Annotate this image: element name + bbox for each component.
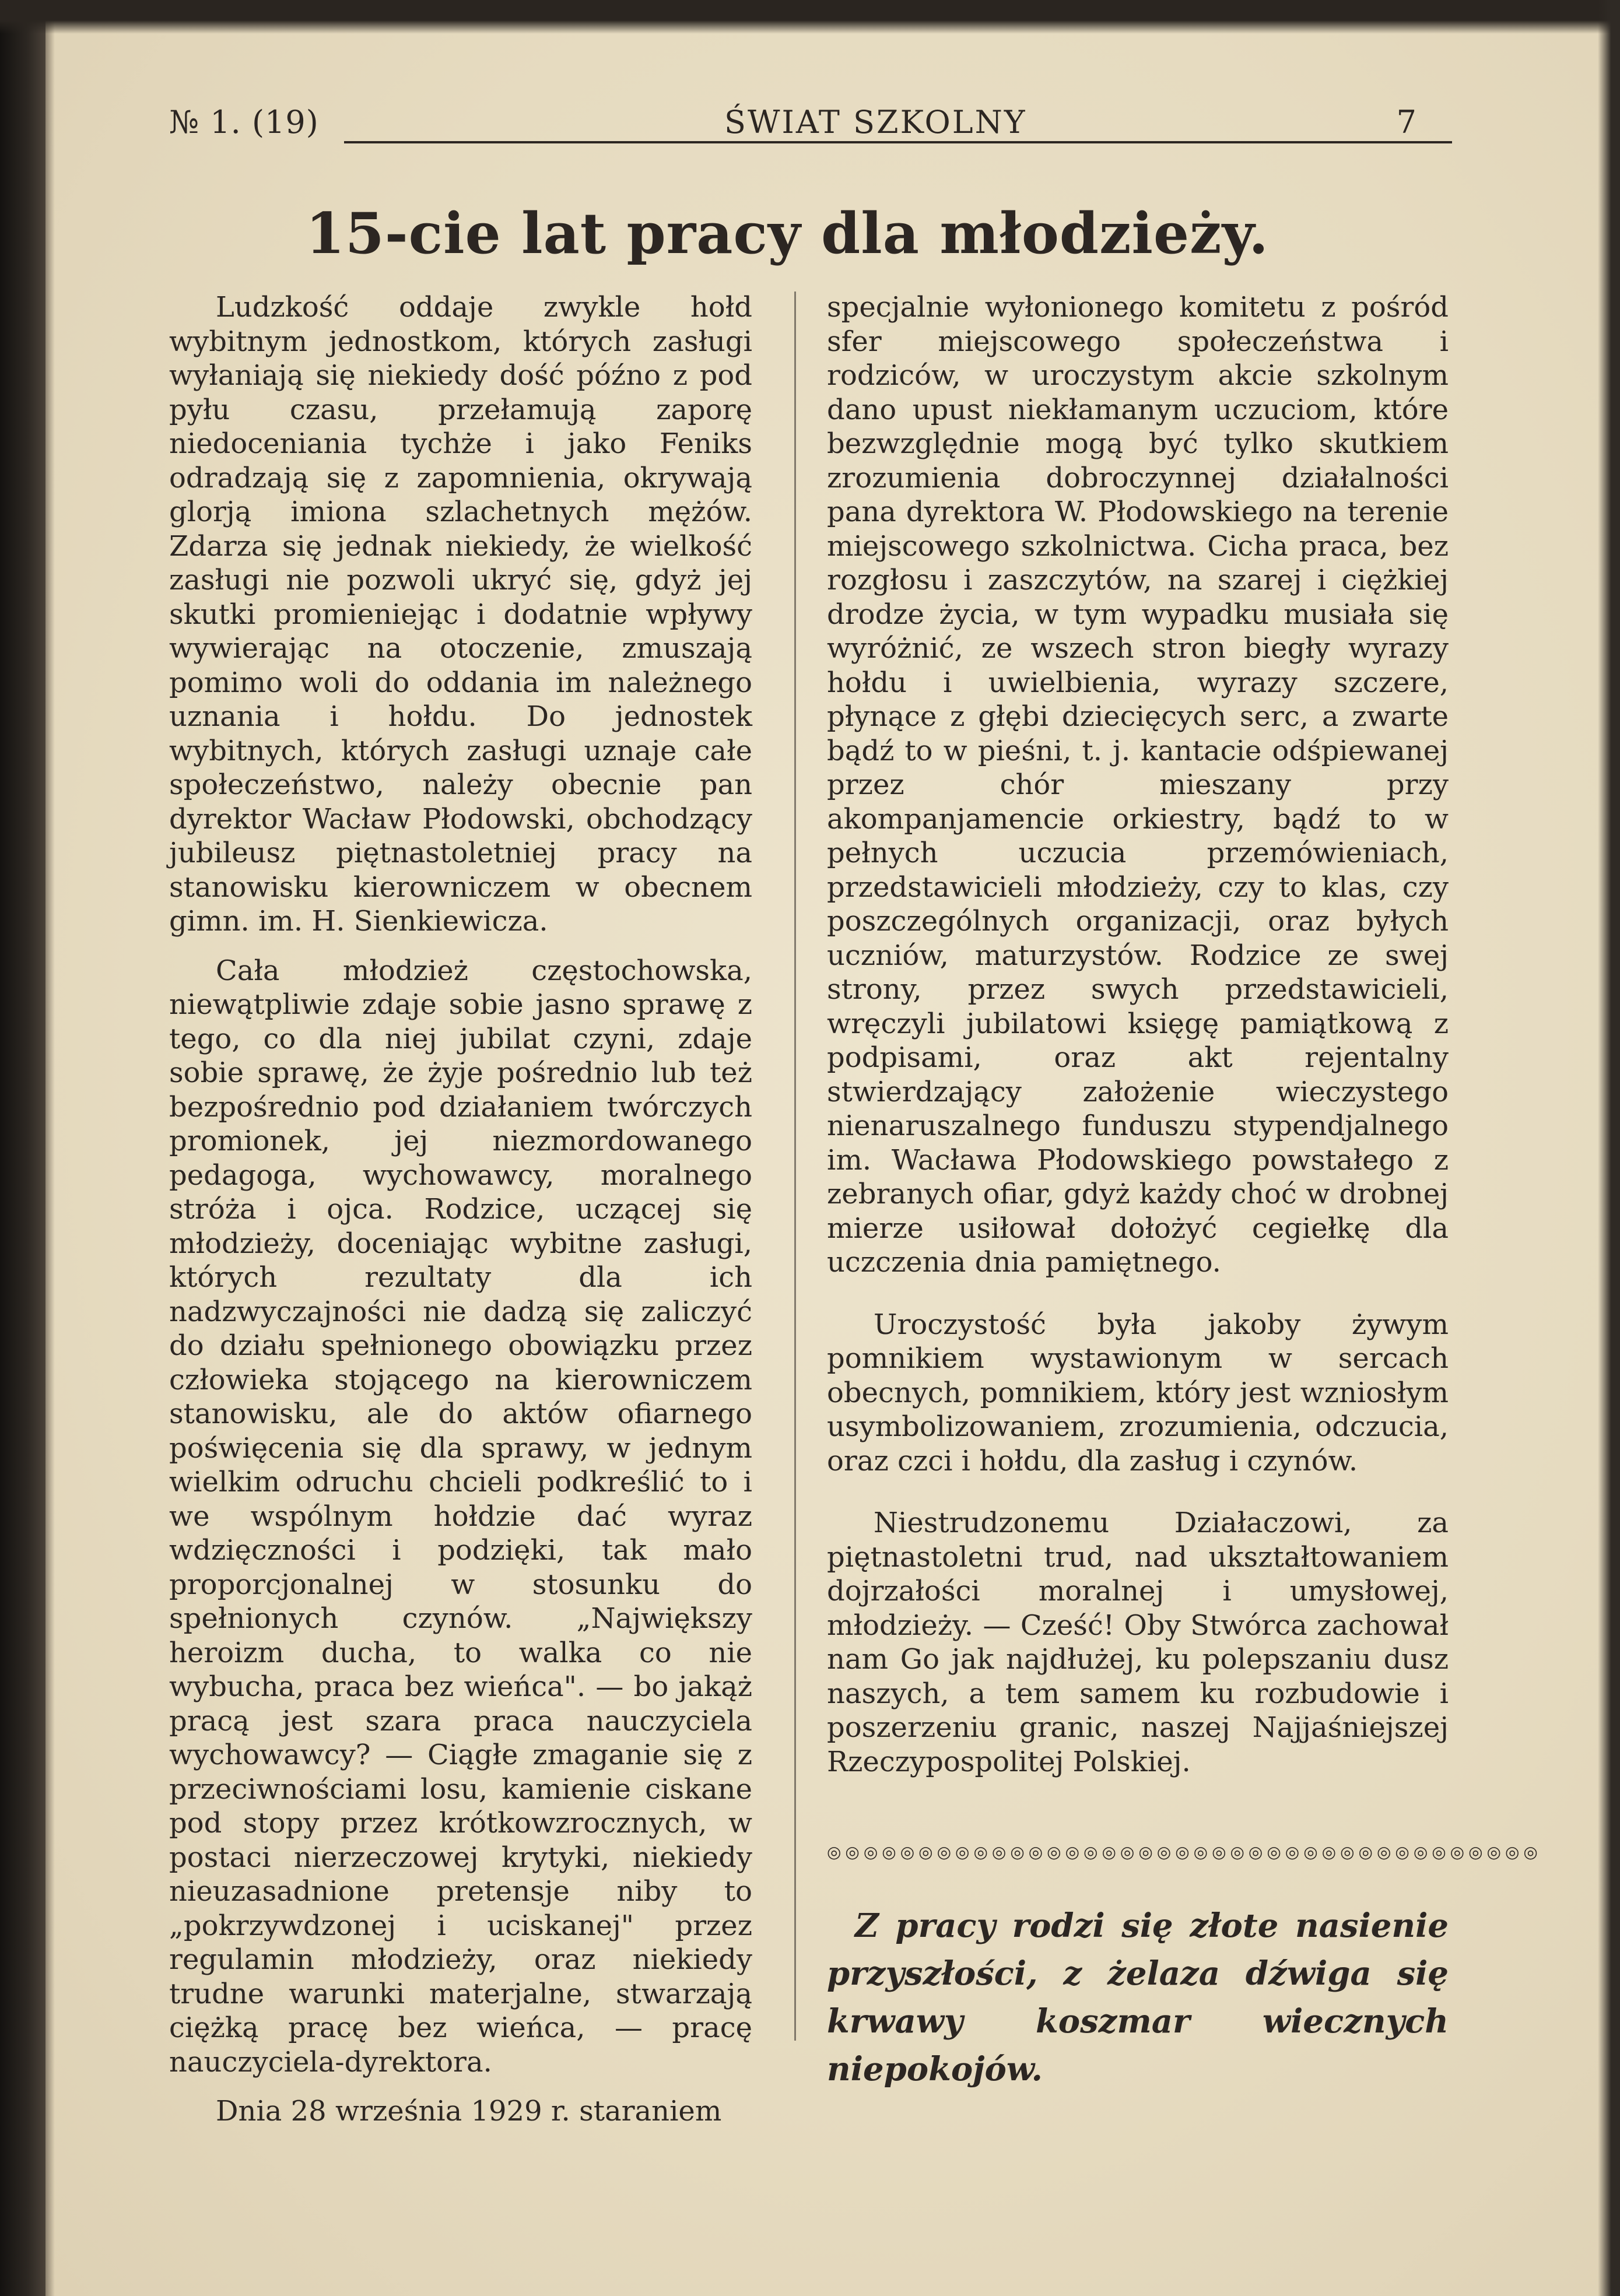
paragraph: Uroczystość była jakoby żywym pomnikiem wystawionym w sercach obecnych, pomnikiem, który jest wzniosłym usymbolizowaniem, zrozumienia, odczucia, oraz czci i hołdu, dla zasług i czynów. [827,1308,1449,1477]
journal-title: ŚWIAT SZKOLNY [724,104,1027,141]
article-title: 15-cie lat pracy dla młodzieży. [306,201,1269,266]
motto-text: Z pracy rodzi się złote nasienie przyszłości, z żelaza dźwiga się krwawy koszmar wiecznych niepokojów. [827,1907,1449,2088]
paragraph: Dnia 28 września 1929 r. staraniem [216,2095,722,2128]
top-page-edge [0,0,1620,34]
paragraph: Ludzkość oddaje zwykle hołd wybitnym jednostkom, których zasługi wyłaniają się niekiedy dość późno z pod pyłu czasu, przełamują zaporę niedoceniania tychże i jako Feniks odradzają się z zapomnienia, okrywają glorją imiona szlachetnych mężów. Zdarza się jednak niekiedy, że wielkość zasługi nie pozwoli ukryć się, gdyż jej skutki promieniejąc i dodatnie wpływy wywierając na otoczenie, zmuszają pomimo woli do oddania im należnego uznania i hołdu. Do jednostek wybitnych, których zasługi uznaje całe społeczeństwo, należy obecnie pan dyrektor Wacław Płodowski, obchodzący jubileusz piętnastoletniej pracy na stanowisku kierowniczem w obecnem gimn. im. H. Sienkiewicza. [169,291,752,938]
motto [827,1902,1449,2093]
page-number: 7 [1396,104,1417,141]
header-rule [344,141,1452,143]
right-column [827,290,1449,1779]
right-page-edge [1598,0,1620,2296]
paragraph: Niestrudzonemu Działaczowi, za piętnastoletni trud, nad ukształtowaniem dojrzałości moralnej i umysłowej, młodzieży. — Cześć! Oby Stwórca zachował nam Go jak najdłużej, ku polepszaniu dusz naszych, a tem samem ku rozbudowie i poszerzeniu granic, naszej Najjaśniejszej Rzeczypospolitej Polskiej. [827,1507,1449,1778]
binding-shadow [45,0,55,2296]
left-column [169,290,752,2129]
paragraph: Cała młodzież częstochowska, niewątpliwie zdaje sobie jasno sprawę z tego, co dla niej jubilat czyni, zdaje sobie sprawę, że żyje pośrednio lub też bezpośrednio pod działaniem twórczych promionek, jej niezmordowanego pedagoga, wychowawcy, moralnego stróża i ojca. Rodzice, uczącej się młodzieży, doceniając wybitne zasługi, których rezultaty dla ich nadzwyczajności nie dadzą się zaliczyć do działu spełnionego obowiązku przez człowieka stojącego na kierowniczem stanowisku, ale do aktów ofiarnego poświęcenia się dla sprawy, w jednym wielkim odruchu chcieli podkreślić to i we wspólnym hołdzie dać wyraz wdzięczności i podzięki, tak mało proporcjonalnej w stosunku do spełnionych czynów. „Największy heroizm ducha, to walka co nie wybucha, praca bez wieńca". — bo jakąż pracą jest szara praca nauczyciela wychowawcy? — Ciągłe zmaganie się z przeciwnościami losu, kamienie ciskane pod stopy przez krótkowzrocznych, w postaci nierzeczowej krytyki, niekiedy nieuzasadnione pretensje niby to „pokrzywdzonej i uciskanej" przez regulamin młodzieży, oraz niekiedy trudne warunki materjalne, stwarzają ciężką pracę bez wieńca, — pracę nauczyciela-dyrektora. [169,954,752,2079]
issue-number: № 1. (19) [169,104,319,141]
book-binding [0,0,45,2296]
paragraph: specjalnie wyłonionego komitetu z pośród sfer miejscowego społeczeństwa i rodziców, w uroczystym akcie szkolnym dano upust niekłamanym uczuciom, które bezwzględnie mogą być tylko skutkiem zrozumienia dobroczynnej działalności pana dyrektora W. Płodowskiego na terenie miejscowego szkolnictwa. Cicha praca, bez rozgłosu i zaszczytów, na szarej i ciężkiej drodze życia, w tym wypadku musiała się wyróżnić, ze wszech stron biegły wyrazy hołdu i uwielbienia, wyrazy szczere, płynące z głębi dziecięcych serc, a zwarte bądź to w pieśni, t. j. kantacie odśpiewanej przez chór mieszany przy akompanjamencie orkiestry, bądź to w pełnych uczucia przemówieniach, przedstawicieli młodzieży, czy to klas, czy poszczególnych organizacji, oraz byłych uczniów, maturzystów. Rodzice ze swej strony, przez swych przedstawicieli, wręczyli jubilatowi księgę pamiątkową z podpisami, oraz akt rejentalny stwierdzający założenie wieczystego nienaruszalnego funduszu stypendjalnego im. Wacława Płodowskiego powstałego z zebranych ofiar, gdyż każdy choć w drobnej mierze usiłował dołożyć cegiełkę dla uczczenia dnia pamiętnego. [827,291,1449,1279]
ornament-divider: ◎◎◎◎◎◎◎◎◎◎◎◎◎◎◎◎◎◎◎◎◎◎◎◎◎◎◎◎◎◎◎◎◎◎◎◎◎◎◎ [827,1842,1542,1862]
running-header [169,104,1452,145]
column-divider [794,292,796,2041]
